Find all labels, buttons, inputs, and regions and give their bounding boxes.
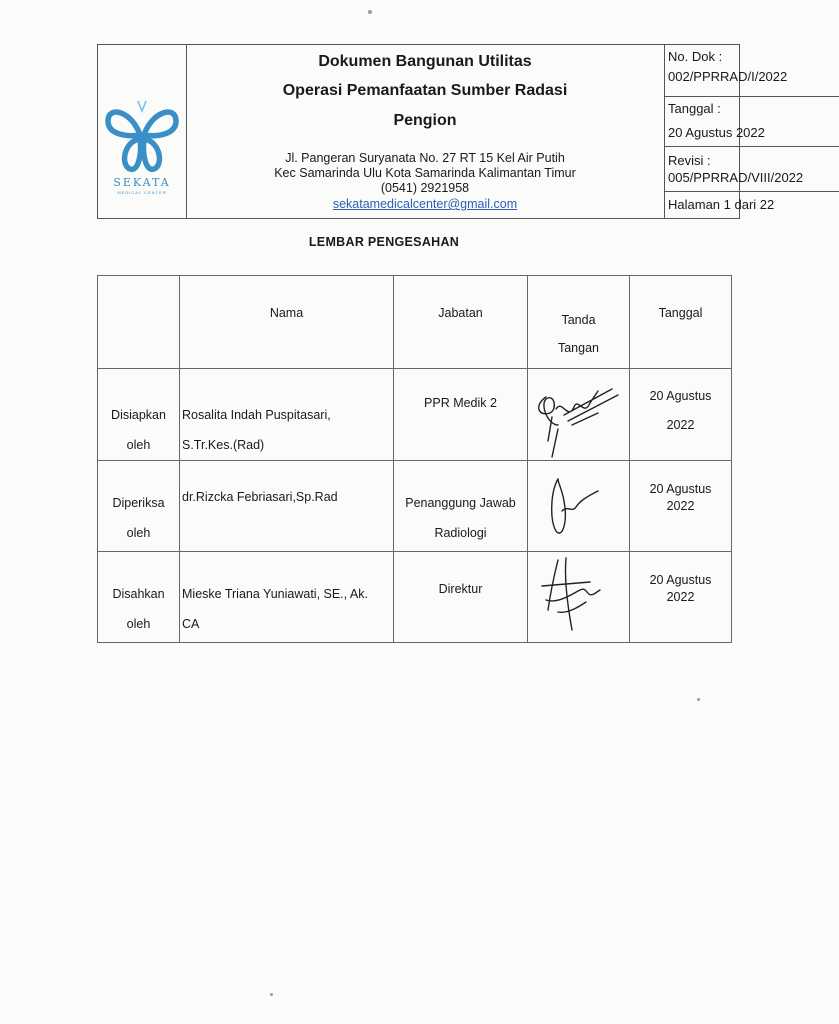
document-header — [97, 44, 804, 219]
column-header-name — [180, 276, 394, 369]
role-line2: oleh — [126, 438, 151, 452]
signature-2 — [528, 461, 630, 551]
approval-table — [97, 275, 732, 643]
name-line1: Mieske Triana Yuniawati, SE., Ak. — [182, 587, 368, 601]
date-label: Tanggal : — [668, 101, 721, 116]
column-header-date — [630, 276, 732, 369]
page-number: Halaman 1 dari 22 — [668, 197, 775, 212]
logo-wordmark: SEKATA — [113, 176, 171, 189]
role-line1: Disahkan — [112, 587, 165, 601]
position-line1: Direktur — [438, 582, 483, 596]
date-line1: 20 Agustus — [649, 389, 712, 403]
position-line1: Penanggung Jawab — [405, 496, 516, 510]
scan-speck — [368, 10, 372, 14]
position-cell — [394, 369, 528, 461]
document-title-line3: Pengion — [393, 112, 457, 129]
date-line1: 20 Agustus — [649, 482, 712, 496]
column-header-position-text: Jabatan — [438, 306, 483, 320]
doc-number-value: 002/PPRRAD/I/2022 — [668, 69, 788, 84]
page-cell — [664, 192, 839, 218]
role-cell — [98, 369, 180, 461]
date-cell — [630, 369, 732, 461]
role-line1: Diperiksa — [112, 496, 165, 510]
table-row — [98, 552, 732, 643]
column-header-date-text: Tanggal — [658, 306, 703, 320]
revision-cell — [664, 147, 839, 192]
column-header-signature-line1: Tanda — [561, 313, 596, 327]
phone-number: (0541) 2921958 — [380, 181, 470, 195]
header-title-cell — [186, 45, 665, 218]
email-link[interactable]: sekatamedicalcenter@gmail.com — [332, 197, 518, 211]
signature-cell — [528, 552, 630, 643]
name-line2: S.Tr.Kes.(Rad) — [182, 438, 265, 452]
role-line1: Disiapkan — [111, 408, 166, 422]
table-row — [98, 369, 732, 461]
header-empty-cell — [98, 276, 180, 369]
date-cell — [630, 552, 732, 643]
role-line2: oleh — [126, 617, 151, 631]
position-cell — [394, 461, 528, 552]
column-header-position — [394, 276, 528, 369]
date-line2: 2022 — [666, 590, 695, 604]
role-cell — [98, 552, 180, 643]
column-header-signature — [528, 276, 630, 369]
table-row — [98, 461, 732, 552]
scan-speck — [270, 993, 273, 996]
doc-number-cell — [664, 45, 839, 97]
header-meta-cell — [664, 45, 839, 218]
sekata-logo — [104, 95, 180, 175]
logo-subtext: MEDICAL CENTER — [117, 190, 167, 195]
signature-cell — [528, 461, 630, 552]
address-line2: Kec Samarinda Ulu Kota Samarinda Kalimantan Timur — [274, 166, 576, 180]
name-cell — [180, 461, 394, 552]
column-header-name-text: Nama — [269, 306, 304, 320]
date-value: 20 Agustus 2022 — [668, 125, 765, 140]
signature-1 — [528, 369, 630, 459]
address-line1: Jl. Pangeran Suryanata No. 27 RT 15 Kel Air Putih — [285, 151, 565, 165]
sheet-title: LEMBAR PENGESAHAN — [308, 235, 460, 249]
column-header-signature-line2: Tangan — [557, 341, 599, 355]
name-line2: CA — [182, 617, 200, 631]
table-header-row — [98, 276, 732, 369]
position-cell — [394, 552, 528, 643]
date-line2: 2022 — [666, 418, 695, 432]
position-line1: PPR Medik 2 — [424, 396, 497, 410]
name-line1: dr.Rizcka Febriasari,Sp.Rad — [182, 490, 338, 504]
logo-cell — [98, 45, 187, 218]
role-line2: oleh — [126, 526, 151, 540]
revision-value: 005/PPRRAD/VIII/2022 — [668, 170, 804, 185]
name-cell — [180, 552, 394, 643]
date-cell — [630, 461, 732, 552]
name-line1: Rosalita Indah Puspitasari, — [182, 408, 331, 422]
doc-number-label: No. Dok : — [668, 49, 723, 64]
name-cell — [180, 369, 394, 461]
revision-label: Revisi : — [668, 153, 711, 168]
date-line2: 2022 — [666, 499, 695, 513]
signature-cell — [528, 369, 630, 461]
document-title: Dokumen Bangunan Utilitas — [318, 53, 532, 70]
role-cell — [98, 461, 180, 552]
date-cell — [664, 97, 839, 147]
scan-speck — [697, 698, 700, 701]
position-line2: Radiologi — [434, 526, 487, 540]
date-line1: 20 Agustus — [649, 573, 712, 587]
document-title-line2: Operasi Pemanfaatan Sumber Radasi — [282, 82, 568, 99]
signature-3 — [528, 552, 630, 642]
